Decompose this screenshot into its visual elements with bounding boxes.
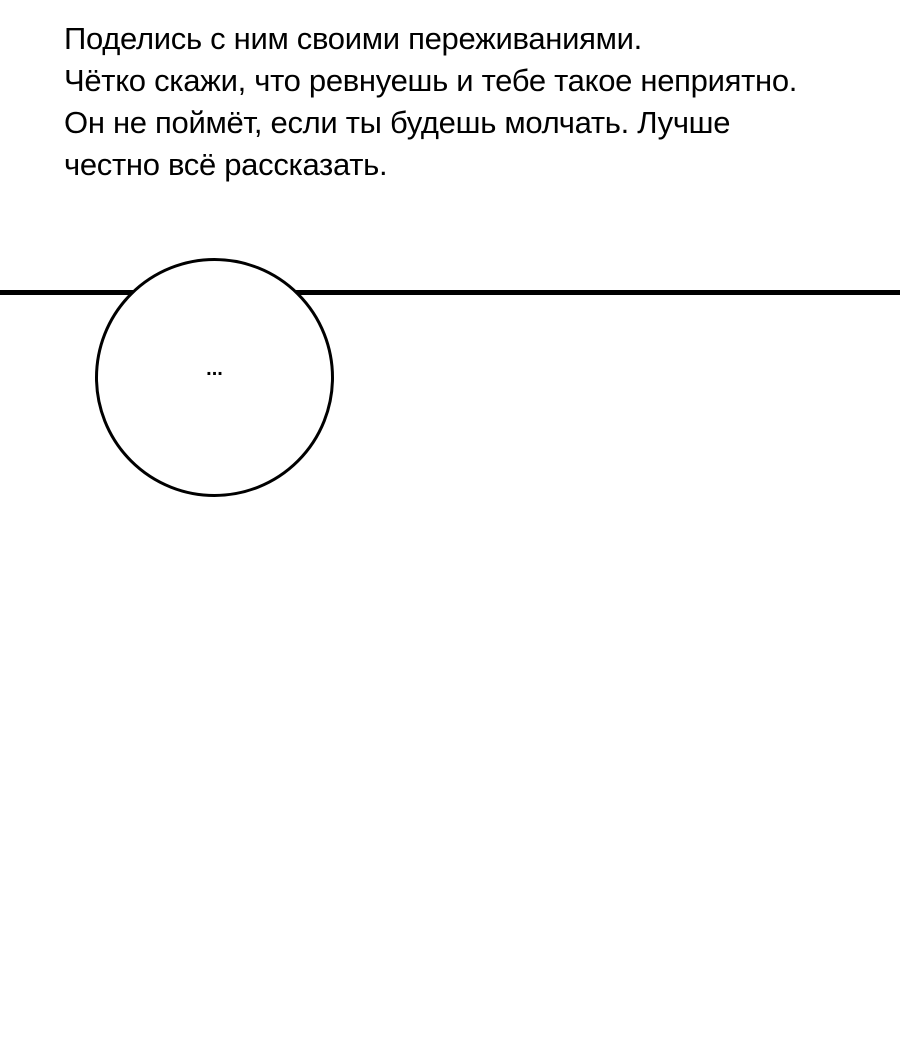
narration-line: честно всё рассказать. xyxy=(64,147,388,182)
narration-line: Поделись с ним своими переживаниями. xyxy=(64,21,642,56)
speech-bubble xyxy=(95,258,334,497)
narration-text xyxy=(64,18,884,186)
narration-line: Чётко скажи, что ревнуешь и тебе такое неприятно. xyxy=(64,63,798,98)
speech-bubble-text: ... xyxy=(206,358,223,380)
narration-line: Он не поймёт, если ты будешь молчать. Лучше xyxy=(64,105,731,140)
